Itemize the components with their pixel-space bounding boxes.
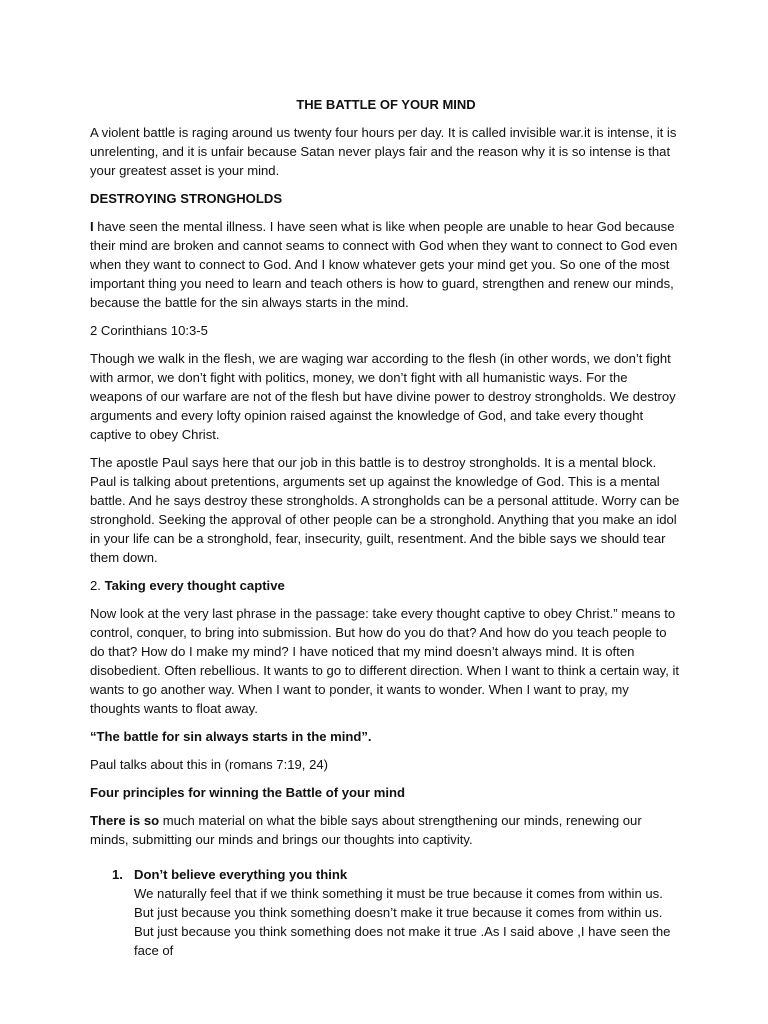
paragraph-text: much material on what the bible says about strengthening our minds, renewing our minds, submitting our minds and brings our thoughts into captivity. bbox=[90, 813, 642, 847]
principles-list bbox=[90, 865, 682, 960]
paragraph-strongholds: The apostle Paul says here that our job in this battle is to destroy strongholds. It is a mental block. Paul is talking about pretentions, arguments set up against the knowledge of God. This is a mental battle. And he says destroy these strongholds. A strongholds can be a personal attitude. Worry can be stronghold. Seeking the approval of other people can be a stronghold. Anything that you make an idol in your life can be a stronghold, fear, insecurity, guilt, resentment. And the bible says we should tear them down. bbox=[90, 455, 680, 565]
section-heading-principles: Four principles for winning the Battle of your mind bbox=[90, 785, 405, 800]
list-item-body: We naturally feel that if we think something it must be true because it comes from within us. But just because you think something doesn’t make it true because it comes from within us. But just because you think something does not make it true .As I said above ,I have seen the face of bbox=[134, 886, 671, 958]
list-item-title: Don’t believe everything you think bbox=[134, 867, 348, 882]
paragraph-romans: Paul talks about this in (romans 7:19, 24) bbox=[90, 757, 328, 772]
paragraph-scripture: Though we walk in the flesh, we are waging war according to the flesh (in other words, we don’t fight with armor, we don’t fight with politics, money, we don’t fight with all humanistic ways. For the weapons of our warfare are not of the flesh but have divine power to destroy strongholds. We destroy arguments and every lofty opinion raised against the knowledge of God, and take every thought captive to obey Christ. bbox=[90, 351, 676, 442]
document-title: THE BATTLE OF YOUR MIND bbox=[296, 97, 476, 112]
paragraph-material bbox=[90, 811, 682, 849]
intro-paragraph: A violent battle is raging around us twenty four hours per day. It is called invisible war.it is intense, it is unrelenting, and it is unfair because Satan never plays fair and the reason why it is so intense is that your greatest asset is your mind. bbox=[90, 125, 677, 178]
list-item bbox=[90, 865, 682, 960]
section-number: 2. bbox=[90, 578, 105, 593]
scripture-reference: 2 Corinthians 10:3-5 bbox=[90, 323, 208, 338]
quote-paragraph: “The battle for sin always starts in the mind”. bbox=[90, 729, 372, 744]
paragraph-lead-phrase: There is so bbox=[90, 813, 160, 828]
section-heading-strongholds: DESTROYING STRONGHOLDS bbox=[90, 191, 283, 206]
paragraph-thought-captive: Now look at the very last phrase in the passage: take every thought captive to obey Christ.” means to control, conquer, to bring into submission. But how do you do that? And how do you teach people to do that? How do I make my mind? I have noticed that my mind doesn’t always mind. It is often disobedient. Often rebellious. It wants to go to different direction. When I want to think a certain way, it wants to go another way. When I want to ponder, it wants to wonder. When I want to pray, my thoughts wants to float away. bbox=[90, 606, 680, 716]
section-heading-captive bbox=[90, 576, 682, 595]
paragraph-mental-illness bbox=[90, 217, 682, 312]
paragraph-lead-letter: I bbox=[90, 219, 94, 234]
list-item-number: 1. bbox=[112, 867, 123, 882]
paragraph-text: have seen the mental illness. I have seen what is like when people are unable to hear God because their mind are broken and cannot seams to connect with God when they want to connect to God even when they want to connect to God. And I know whatever gets your mind get you. So one of the most important thing you need to learn and teach others is how to guard, strengthen and renew our minds, because the battle for the sin always starts in the mind. bbox=[90, 219, 678, 310]
section-title: Taking every thought captive bbox=[104, 578, 285, 593]
